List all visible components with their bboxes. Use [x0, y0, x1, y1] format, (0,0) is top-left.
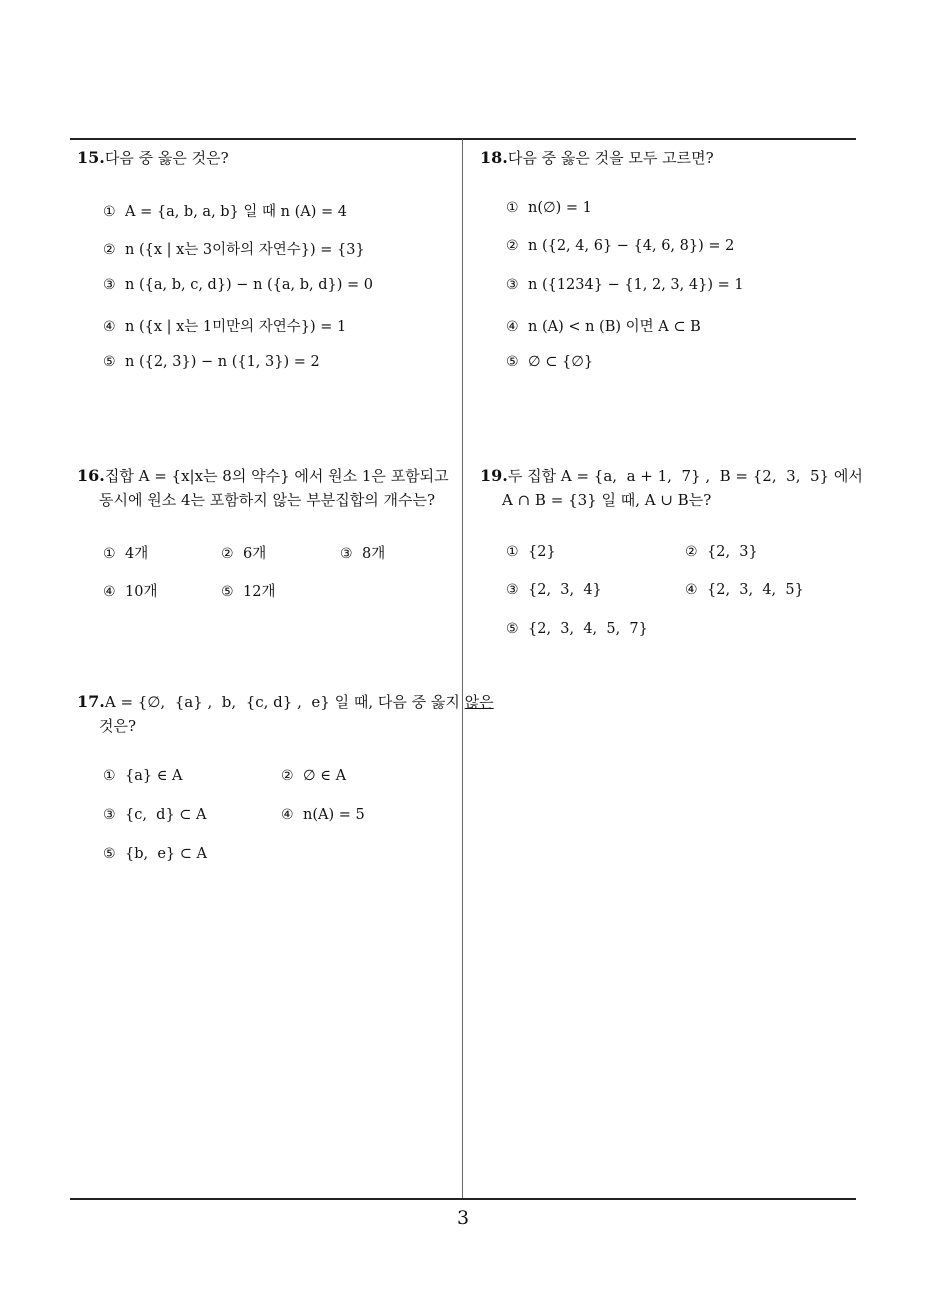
question-text: 다음 중 옳은 것은?	[104, 149, 229, 167]
choice-marker: ③	[340, 546, 353, 562]
q18-choice-5[interactable]	[506, 354, 593, 370]
choice-text: {2, 3, 4, 5, 7}	[528, 621, 648, 637]
question-15	[77, 146, 229, 170]
q19-choice-2[interactable]	[685, 544, 758, 560]
column-divider	[462, 139, 463, 1200]
question-17	[77, 690, 494, 738]
question-18	[480, 146, 714, 170]
choice-text: 4개	[125, 546, 149, 562]
choice-marker: ①	[103, 204, 116, 220]
choice-text: n(∅) = 1	[528, 200, 592, 216]
question-text-line-1: 두 집합 A = {a, a + 1, 7} , B = {2, 3, 5} 에서	[507, 467, 863, 485]
question-text-line-2: 동시에 원소 4는 포함하지 않는 부분집합의 개수는?	[99, 491, 435, 509]
choice-marker: ④	[103, 584, 116, 600]
question-text-line-2: 것은?	[99, 717, 137, 735]
choice-text: 12개	[243, 584, 276, 600]
question-number: 19.	[480, 466, 508, 485]
question-number: 15.	[77, 148, 105, 167]
choice-text: {2, 3}	[707, 544, 758, 560]
q19-choice-5[interactable]	[506, 621, 648, 637]
q15-choice-3[interactable]	[103, 277, 373, 293]
q18-choice-2[interactable]	[506, 238, 734, 254]
choice-marker: ④	[685, 582, 698, 598]
q15-choice-4[interactable]	[103, 315, 346, 336]
choice-marker: ①	[506, 200, 519, 216]
q19-choice-1[interactable]	[506, 544, 556, 560]
choice-marker: ②	[103, 242, 116, 258]
page-number: 3	[456, 1207, 470, 1229]
choice-marker: ③	[506, 277, 519, 293]
choice-marker: ②	[281, 768, 294, 784]
choice-marker: ②	[685, 544, 698, 560]
q16-choice-5[interactable]	[221, 580, 275, 601]
choice-marker: ⑤	[221, 584, 234, 600]
question-number: 16.	[77, 466, 105, 485]
question-text-line-2: A ∩ B = {3} 일 때, A ∪ B는?	[502, 491, 712, 509]
q17-choice-2[interactable]	[281, 768, 346, 784]
choice-text: n ({2, 4, 6} − {4, 6, 8}) = 2	[528, 238, 735, 254]
top-rule	[70, 138, 856, 140]
choice-text: {a} ∈ A	[125, 768, 183, 784]
choice-marker: ①	[506, 544, 519, 560]
question-text: 다음 중 옳은 것을 모두 고르면?	[507, 149, 714, 167]
q17-choice-5[interactable]	[103, 846, 207, 862]
choice-marker: ⑤	[506, 621, 519, 637]
q19-choice-4[interactable]	[685, 582, 804, 598]
choice-text: n(A) = 5	[303, 807, 365, 823]
choice-marker: ④	[103, 319, 116, 335]
choice-marker: ⑤	[103, 846, 116, 862]
choice-marker: ③	[103, 277, 116, 293]
underlined-negation: 않은	[464, 693, 494, 711]
choice-text: {2}	[528, 544, 556, 560]
q17-choice-3[interactable]	[103, 807, 207, 823]
choice-text: ∅ ∈ A	[303, 768, 347, 784]
choice-text: n ({x | x는 3이하의 자연수}) = {3}	[125, 242, 365, 258]
q15-choice-5[interactable]	[103, 354, 320, 370]
q17-choice-1[interactable]	[103, 768, 183, 784]
choice-text: {b, e} ⊂ A	[125, 846, 207, 862]
choice-marker: ①	[103, 546, 116, 562]
q18-choice-1[interactable]	[506, 200, 592, 216]
bottom-rule	[70, 1198, 856, 1200]
q16-choice-2[interactable]	[221, 542, 266, 563]
choice-marker: ⑤	[103, 354, 116, 370]
choice-text: n ({a, b, c, d}) − n ({a, b, d}) = 0	[125, 277, 374, 293]
question-text-line-1: 집합 A = {x|x는 8의 약수} 에서 원소 1은 포함되고	[104, 467, 449, 485]
q16-choice-1[interactable]	[103, 542, 148, 563]
choice-marker: ②	[506, 238, 519, 254]
choice-marker: ①	[103, 768, 116, 784]
choice-text: ∅ ⊂ {∅}	[528, 354, 594, 370]
choice-text: 8개	[362, 546, 386, 562]
question-number: 17.	[77, 692, 105, 711]
choice-text: n ({x | x는 1미만의 자연수}) = 1	[125, 319, 347, 335]
choice-text: n ({2, 3}) − n ({1, 3}) = 2	[125, 354, 320, 370]
choice-text: n ({1234} − {1, 2, 3, 4}) = 1	[528, 277, 744, 293]
choice-marker: ③	[103, 807, 116, 823]
choice-text: n (A) < n (B) 이면 A ⊂ B	[528, 319, 701, 335]
choice-marker: ⑤	[506, 354, 519, 370]
q18-choice-3[interactable]	[506, 277, 744, 293]
q16-choice-3[interactable]	[340, 542, 385, 563]
choice-text: {2, 3, 4}	[528, 582, 602, 598]
choice-marker: ③	[506, 582, 519, 598]
q18-choice-4[interactable]	[506, 315, 701, 336]
q19-choice-3[interactable]	[506, 582, 602, 598]
choice-text: {c, d} ⊂ A	[125, 807, 207, 823]
q17-choice-4[interactable]	[281, 807, 365, 823]
choice-text: 10개	[125, 584, 158, 600]
question-number: 18.	[480, 148, 508, 167]
question-19	[480, 464, 863, 512]
q15-choice-2[interactable]	[103, 238, 365, 259]
choice-text: {2, 3, 4, 5}	[707, 582, 804, 598]
question-16	[77, 464, 449, 512]
choice-marker: ②	[221, 546, 234, 562]
question-text-line-1: A = {∅, {a} , b, {c, d} , e} 일 때, 다음 중 옳지	[104, 693, 465, 711]
choice-marker: ④	[281, 807, 294, 823]
choice-text: A = {a, b, a, b} 일 때 n (A) = 4	[125, 204, 347, 220]
q16-choice-4[interactable]	[103, 580, 157, 601]
choice-text: 6개	[243, 546, 267, 562]
q15-choice-1[interactable]	[103, 200, 347, 221]
choice-marker: ④	[506, 319, 519, 335]
